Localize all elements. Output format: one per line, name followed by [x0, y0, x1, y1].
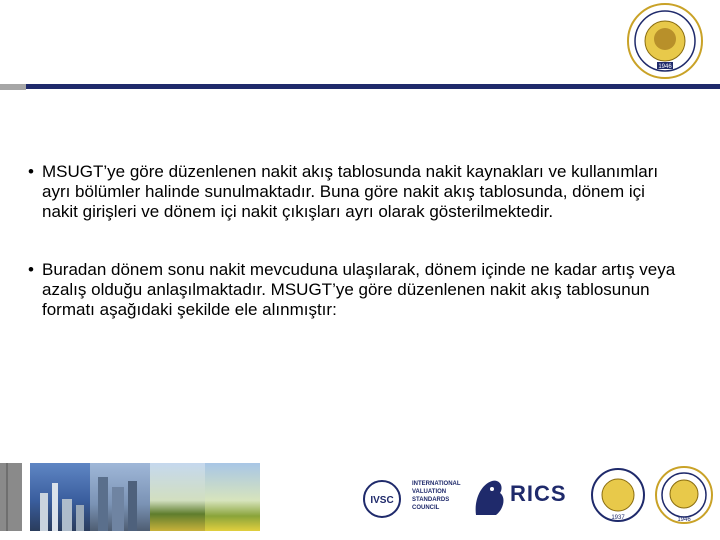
towers-image: [90, 463, 150, 531]
bullet-text: Buradan dönem sonu nakit mevcuduna ulaşılarak, dönem içinde ne kadar artış veya azalış olduğu anlaşılmaktadır. MSUGT’ye göre düzenlenen nakit akış tablosunun formatı aşağıdaki şekilde ele alınmıştır:: [42, 260, 676, 319]
slide-content: [28, 162, 678, 358]
bullet-item: [28, 162, 678, 222]
bullet-text: MSUGT’ye göre düzenlenen nakit akış tablosunda nakit kaynakları ve kullanımları ayrı bölümler halinde sunulmaktadır. Buna göre nakit akış tablosunda, dönem içi nakit girişleri ve dönem içi nakit çıkışları ayrı olarak gösterilmektedir.: [42, 162, 659, 221]
partner-logos: [360, 463, 720, 531]
bullet-item: [28, 260, 678, 320]
ivsc-label: IVSC: [370, 495, 394, 506]
bullet-marker: •: [28, 260, 34, 279]
ivsc-logo: [362, 479, 402, 519]
city-skyline-image: [30, 463, 90, 531]
header-rule: [26, 84, 720, 89]
field-image: [205, 463, 260, 531]
rics-lion-icon: [470, 475, 508, 519]
footer-banner: [0, 463, 720, 531]
ivsc-caption: INTERNATIONAL VALUATION STANDARDS COUNCIL: [412, 481, 461, 511]
bullet-marker: •: [28, 162, 34, 181]
seal-year: 1946: [658, 64, 672, 70]
footer-accent-line: [6, 463, 8, 531]
university-seal-logo: [626, 2, 704, 80]
seal2-year: 1937: [611, 515, 625, 521]
rics-logo-text: RICS: [510, 481, 567, 506]
ankara-university-seal-small: [654, 465, 714, 525]
seal3-year: 1946: [677, 517, 691, 523]
second-university-seal: [590, 465, 646, 525]
footer-accent-strip: [0, 463, 22, 531]
landscape-image: [150, 463, 205, 531]
header-rule-accent: [0, 84, 26, 90]
